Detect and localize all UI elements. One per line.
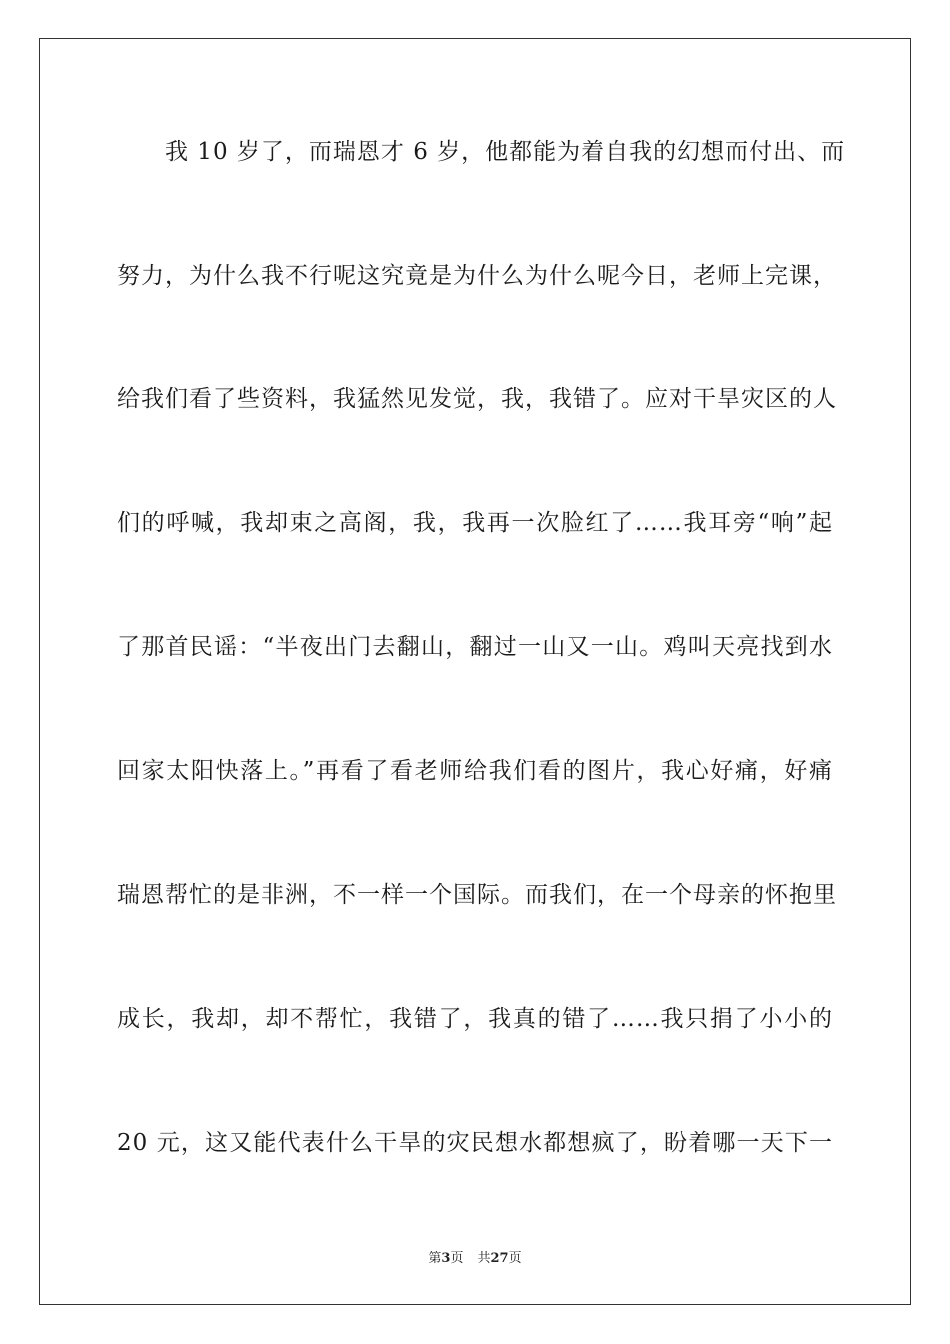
text-line-9: 20 元，这又能代表什么干旱的灾民想水都想疯了，盼着哪一天下一	[117, 1130, 833, 1156]
page-number: 3	[441, 1251, 451, 1266]
text-line-2: 努力，为什么我不行呢这究竟是为什么为什么呢今日，老师上完课，	[117, 263, 837, 289]
page-footer	[0, 1247, 950, 1266]
page-border	[39, 38, 911, 1305]
text-line-1: 我 10 岁了，而瑞恩才 6 岁，他都能为着自我的幻想而付出、而	[165, 139, 846, 165]
text-line-7: 瑞恩帮忙的是非洲，不一样一个国际。而我们，在一个母亲的怀抱里	[117, 882, 837, 908]
total-pages: 27	[490, 1251, 509, 1266]
text-line-6: 回家太阳快落上。”再看了看老师给我们看的图片，我心好痛，好痛	[117, 758, 833, 784]
text-line-8: 成长，我却，却不帮忙，我错了，我真的错了……我只捐了小小的	[117, 1006, 833, 1032]
text-line-3: 给我们看了些资料，我猛然见发觉，我，我错了。应对干旱灾区的人	[117, 386, 837, 412]
total-pages-label: 共27页	[477, 1251, 522, 1266]
text-line-5: 了那首民谣：“半夜出门去翻山，翻过一山又一山。鸡叫天亮找到水	[117, 634, 833, 660]
text-line-4: 们的呼喊，我却束之高阁，我，我再一次脸红了……我耳旁“响”起	[117, 510, 833, 536]
page-label: 第3页	[428, 1251, 464, 1266]
